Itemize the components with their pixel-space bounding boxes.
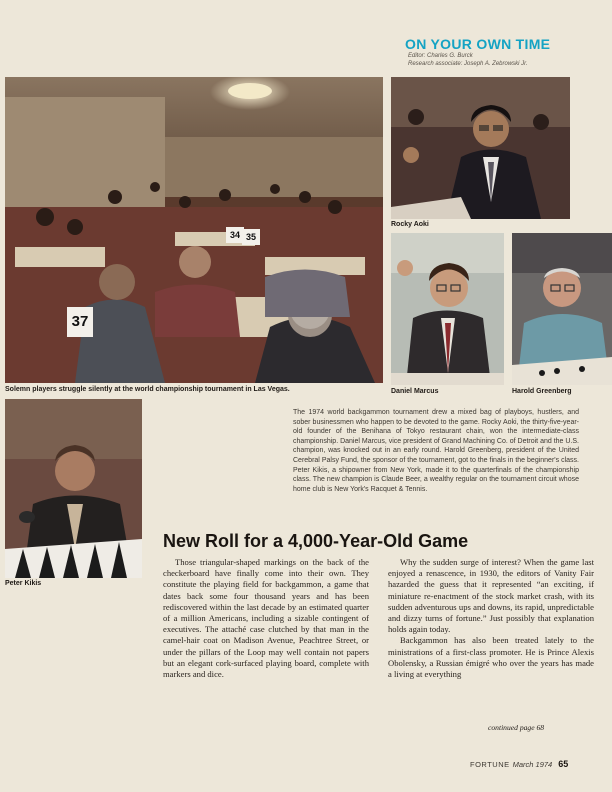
continued-note: continued page 68 — [488, 723, 545, 732]
research-credit: Research associate: Joseph A. Zebrowski Jr. — [408, 61, 528, 67]
rocky-aoki-photo — [391, 77, 570, 219]
harold-greenberg-caption: Harold Greenberg — [512, 388, 572, 395]
article-headline: New Roll for a 4,000-Year-Old Game — [163, 531, 469, 551]
issue-date: March 1974 — [512, 760, 553, 769]
page-number: 65 — [558, 759, 569, 769]
body-paragraph: Why the sudden surge of interest? When the game last enjoyed a renascence, in 1930, the editors of Vanity Fair hazarded the guess that it represented “an exciting, if miniature re-enactment of the stock market crash, with its sudden adventurous ups and downs, its rapid, unpredictable and dizzy turns of fortune.” Just possibly that explanation holds again today. — [388, 557, 594, 635]
section-title: ON YOUR OWN TIME — [405, 36, 551, 52]
rocky-aoki-caption: Rocky Aoki — [391, 221, 429, 228]
daniel-marcus-caption: Daniel Marcus — [391, 388, 439, 395]
table-number-card: 35 — [245, 232, 256, 242]
harold-greenberg-photo — [512, 233, 612, 385]
peter-kikis-photo — [5, 399, 142, 578]
intro-paragraph: The 1974 world backgammon tournament drew a mixed bag of playboys, hustlers, and sober businessmen who happen to be devoted to the game. Rocky Aoki, the thirty-five-year-old founder of the Benihana of Tokyo restaurant chain, won the intermediate-class championship. Daniel Marcus, vice president of Grand Machining Co. of Detroit and the U.S. champion, was knocked out in an early round. Harold Greenberg, president of the United Cerebral Palsy Fund, the sponsor of the tournament, got to the finals in the beginner's class. Peter Kikis, a shipowner from New York, made it to the quarterfinals of the championship class. The new champion is Claude Beer, a wealthy regular on the tournament circuit whose home club is New York's Racquet & Tennis. — [293, 409, 579, 493]
tournament-photo — [5, 77, 383, 383]
page-footer — [470, 759, 568, 769]
daniel-marcus-photo — [391, 233, 504, 385]
magazine-name: FORTUNE — [470, 760, 510, 769]
tournament-photo-caption: Solemn players struggle silently at the world championship tournament in Las Vegas. — [5, 386, 290, 393]
editor-credit: Editor: Charles G. Burck — [408, 53, 473, 59]
table-number-card: 37 — [71, 313, 89, 330]
body-paragraph: Those triangular-shaped markings on the back of the checkerboard have finally come into their own. They constitute the playing field for backgammon, a game that dates back some four thousand years and has been rediscovered within the last decade by an estimated quarter of a million Americans, including a sizable contingent of executives. The attaché case clutched by that man in the camel-hair coat on Madison Avenue, Peachtree Street, or under the pillars of the Loop may well contain not papers but an elegant cork-surfaced playing board, complete with markers and dice. — [163, 557, 369, 680]
article-column-2 — [388, 557, 594, 680]
peter-kikis-caption: Peter Kikis — [5, 580, 42, 587]
article-column-1 — [163, 557, 369, 680]
body-paragraph: Backgammon has also been treated lately to the ministrations of a first-class promoter. He is Prince Alexis Obolensky, a Russian émigré who over the years has made a living at everything — [388, 635, 594, 680]
table-number-card: 34 — [229, 230, 240, 240]
